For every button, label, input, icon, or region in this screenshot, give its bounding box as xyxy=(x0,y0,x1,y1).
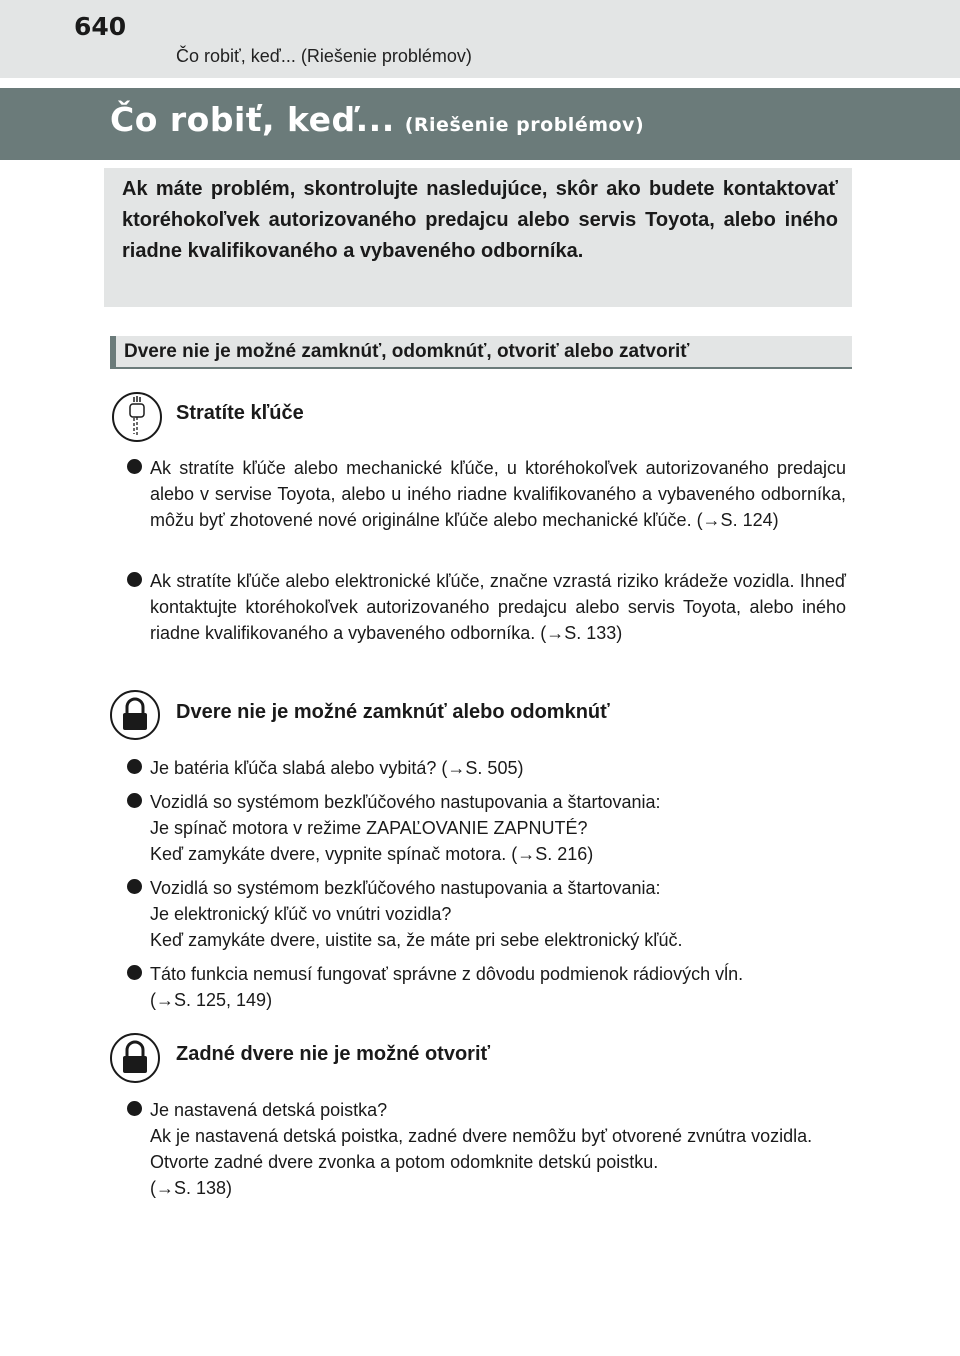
subsection-heading-lock: Dvere nie je možné zamknúť alebo odomknúť xyxy=(176,701,610,723)
list-item: Vozidlá so systémom bezkľúčového nastupovania a štartovania: Je elektronický kľúč vo vnútri vozidla? Keď zamykáte dvere, uistite sa, že máte pri sebe elektronický kľúč. xyxy=(150,878,683,950)
list-item: Ak stratíte kľúče alebo elektronické kľúče, značne vzrastá riziko krádeže vozidla. Ihneď kontaktujte ktoréhokoľvek autorizovaného predajcu alebo servis Toyota, alebo iného riadne kvalifikovaného a vybaveného odborníka. (→S. 133) xyxy=(150,571,846,643)
section-heading: Dvere nie je možné zamknúť, odomknúť, otvoriť alebo zatvoriť xyxy=(124,341,690,362)
lock-icon xyxy=(110,690,160,740)
bullet-icon xyxy=(127,1101,142,1116)
running-head: Čo robiť, keď... (Riešenie problémov) xyxy=(176,46,472,66)
list-item: Je nastavená detská poistka? Ak je nastavená detská poistka, zadné dvere nemôžu byť otvorené zvnútra vozidla. Otvorte zadné dvere zvonka a potom odomknite detskú poistku. (→S. 138) xyxy=(150,1100,813,1198)
bullet-icon xyxy=(127,965,142,980)
list-item: Ak stratíte kľúče alebo mechanické kľúče, u ktoréhokoľvek autorizovaného predajcu alebo v servise Toyota, alebo u iného riadne kvalifikovaného a vybaveného odborníka, môžu byť zhotovené nové originálne kľúče alebo mechanické kľúče. (→S. 124) xyxy=(150,458,846,530)
list-item: Táto funkcia nemusí fungovať správne z dôvodu podmienok rádiových vĺn. (→S. 125, 149) xyxy=(150,964,744,1010)
key-icon xyxy=(112,392,162,442)
page-number: 640 xyxy=(74,12,127,41)
bullet-icon xyxy=(127,459,142,474)
bullet-icon xyxy=(127,572,142,587)
subsection-heading-rear-doors: Zadné dvere nie je možné otvoriť xyxy=(176,1043,491,1065)
page-title-sub: (Riešenie problémov) xyxy=(404,114,645,136)
lock-icon xyxy=(110,1033,160,1083)
subsection-heading-lost-keys: Stratíte kľúče xyxy=(176,402,304,424)
page-title-main: Čo robiť, keď... xyxy=(110,100,395,139)
header-strip xyxy=(0,0,960,78)
bullet-icon xyxy=(127,793,142,808)
intro-text: Ak máte problém, skontrolujte nasledujúce, skôr ako budete kontaktovať ktoréhokoľvek autorizovaného predajcu alebo servis Toyota, alebo iného riadne kvalifikovaného a vybaveného odborníka. xyxy=(122,178,838,262)
list-item: Je batéria kľúča slabá alebo vybitá? (→S. 505) xyxy=(150,758,524,778)
bullet-icon xyxy=(127,759,142,774)
page-title xyxy=(110,100,644,139)
bullet-icon xyxy=(127,879,142,894)
list-item: Vozidlá so systémom bezkľúčového nastupovania a štartovania: Je spínač motora v režime ZAPAĽOVANIE ZAPNUTÉ? Keď zamykáte dvere, vypnite spínač motora. (→S. 216) xyxy=(150,792,661,864)
